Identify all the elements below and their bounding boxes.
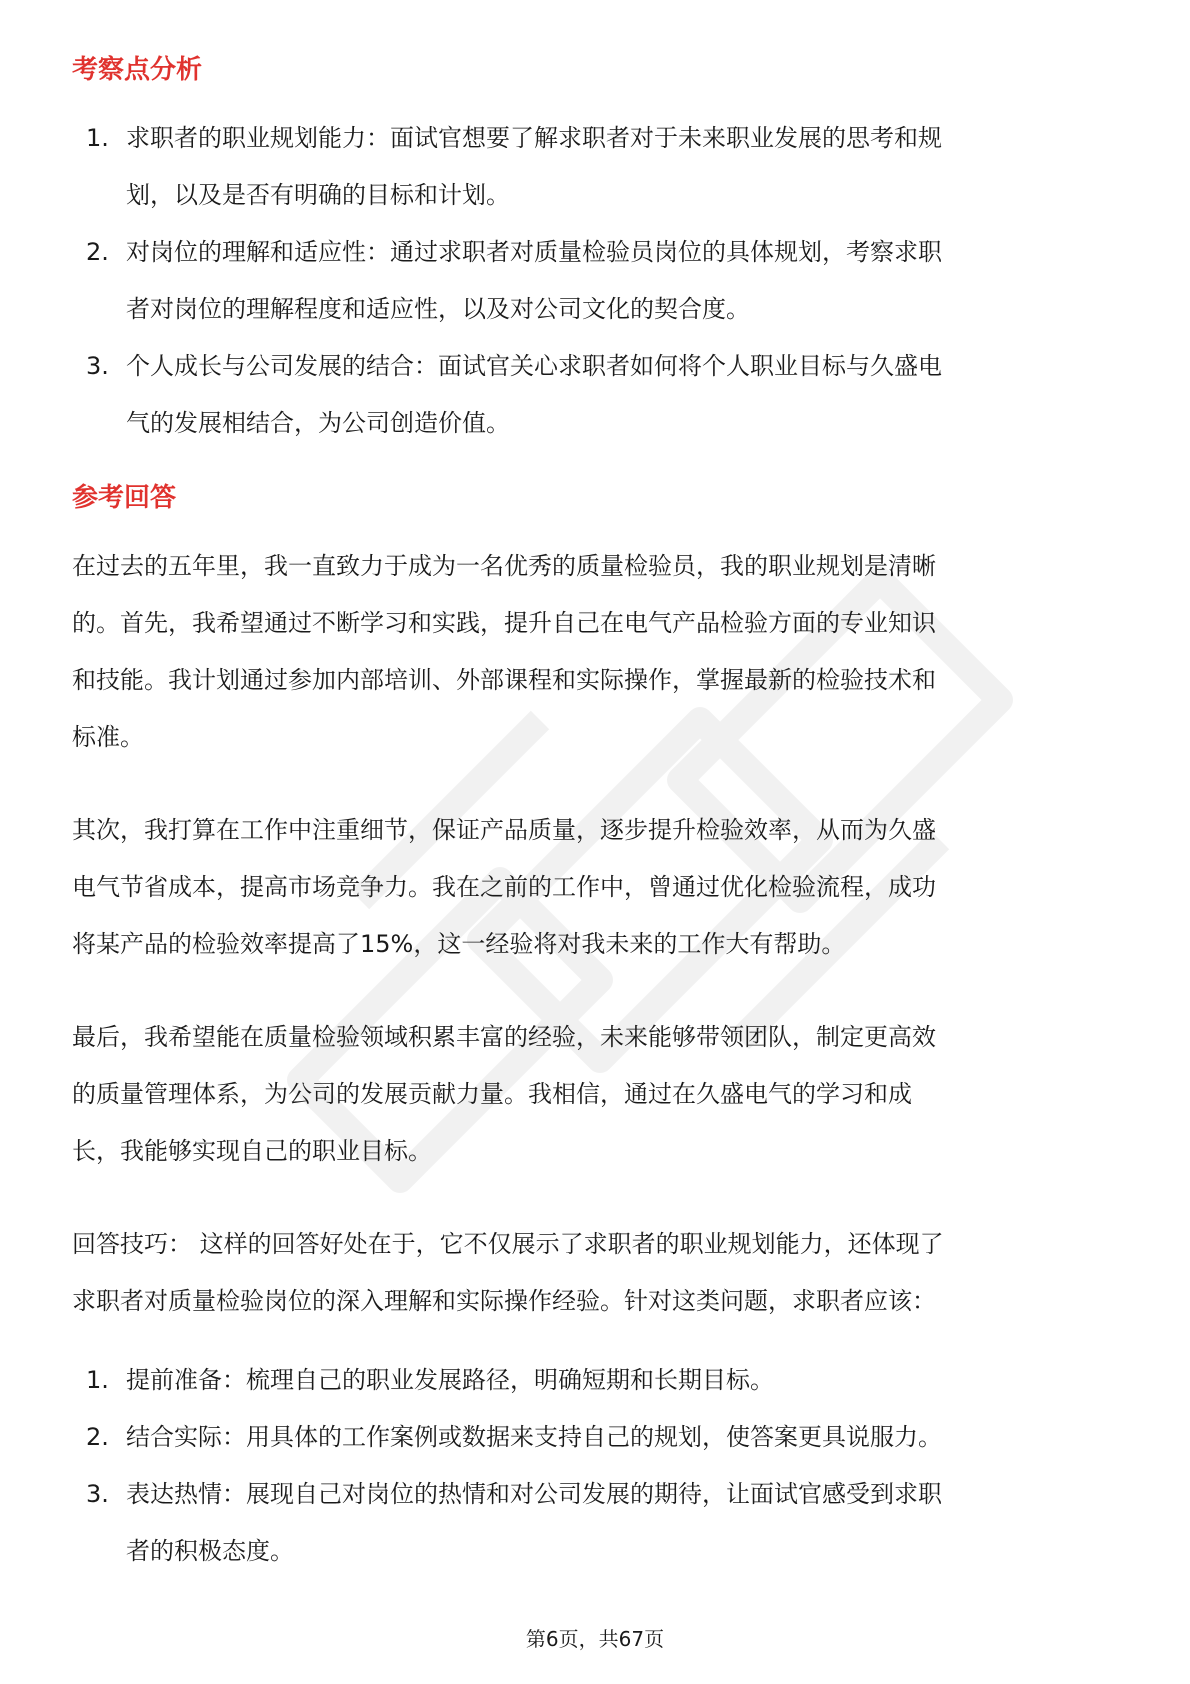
paragraph-line: 在过去的五年里，我一直致力于成为一名优秀的质量检验员，我的职业规划是清晰 <box>72 552 936 580</box>
answer-paragraph <box>72 802 1118 973</box>
list-text-line: 结合实际：用具体的工作案例或数据来支持自己的规划，使答案更具说服力。 <box>126 1423 942 1451</box>
list-text-line: 者对岗位的理解程度和适应性，以及对公司文化的契合度。 <box>126 295 750 323</box>
analysis-section-title: 考察点分析 <box>72 55 203 85</box>
answer-section-title: 参考回答 <box>72 483 177 513</box>
list-text-line: 划，以及是否有明确的目标和计划。 <box>126 181 510 209</box>
list-text-line: 表达热情：展现自己对岗位的热情和对公司发展的期待，让面试官感受到求职 <box>126 1480 942 1508</box>
list-text-line: 求职者的职业规划能力：面试官想要了解求职者对于未来职业发展的思考和规 <box>126 124 942 152</box>
analysis-list-item <box>72 338 1118 452</box>
analysis-list-item <box>72 110 1118 224</box>
paragraph-line: 的。首先，我希望通过不断学习和实践，提升自己在电气产品检验方面的专业知识 <box>72 609 936 637</box>
list-text-line: 个人成长与公司发展的结合：面试官关心求职者如何将个人职业目标与久盛电 <box>126 352 942 380</box>
list-text-line: 气的发展相结合，为公司创造价值。 <box>126 409 510 437</box>
answer-paragraph <box>72 538 1118 766</box>
list-text-line: 者的积极态度。 <box>126 1537 294 1565</box>
page-number-footer: 第6页，共67页 <box>525 1627 665 1651</box>
list-number: 1. <box>86 1366 109 1394</box>
answer-tips-paragraph <box>72 1216 1118 1330</box>
list-number: 3. <box>86 352 109 380</box>
paragraph-line: 其次，我打算在工作中注重细节，保证产品质量，逐步提升检验效率，从而为久盛 <box>72 816 936 844</box>
list-number: 1. <box>86 124 109 152</box>
paragraph-line: 和技能。我计划通过参加内部培训、外部课程和实际操作，掌握最新的检验技术和 <box>72 666 936 694</box>
page-content <box>72 50 1118 1580</box>
list-number: 2. <box>86 1423 109 1451</box>
paragraph-line: 标准。 <box>72 723 144 751</box>
list-text-line: 对岗位的理解和适应性：通过求职者对质量检验员岗位的具体规划，考察求职 <box>126 238 942 266</box>
analysis-list-item <box>72 224 1118 338</box>
paragraph-line: 求职者对质量检验岗位的深入理解和实际操作经验。针对这类问题，求职者应该： <box>72 1287 936 1315</box>
paragraph-line: 回答技巧： 这样的回答好处在于，它不仅展示了求职者的职业规划能力，还体现了 <box>72 1230 944 1258</box>
paragraph-line: 电气节省成本，提高市场竞争力。我在之前的工作中，曾通过优化检验流程，成功 <box>72 873 936 901</box>
analysis-list <box>72 110 1118 452</box>
paragraph-line: 将某产品的检验效率提高了15%，这一经验将对我未来的工作大有帮助。 <box>72 930 846 958</box>
paragraph-line: 的质量管理体系，为公司的发展贡献力量。我相信，通过在久盛电气的学习和成 <box>72 1080 912 1108</box>
paragraph-line: 长，我能够实现自己的职业目标。 <box>72 1137 432 1165</box>
tips-list <box>72 1352 1118 1580</box>
tips-list-item <box>72 1466 1118 1580</box>
tips-list-item <box>72 1409 1118 1466</box>
answer-paragraph <box>72 1009 1118 1180</box>
list-text-line: 提前准备：梳理自己的职业发展路径，明确短期和长期目标。 <box>126 1366 774 1394</box>
list-number: 3. <box>86 1480 109 1508</box>
tips-list-item <box>72 1352 1118 1409</box>
list-number: 2. <box>86 238 109 266</box>
paragraph-line: 最后，我希望能在质量检验领域积累丰富的经验，未来能够带领团队，制定更高效 <box>72 1023 936 1051</box>
